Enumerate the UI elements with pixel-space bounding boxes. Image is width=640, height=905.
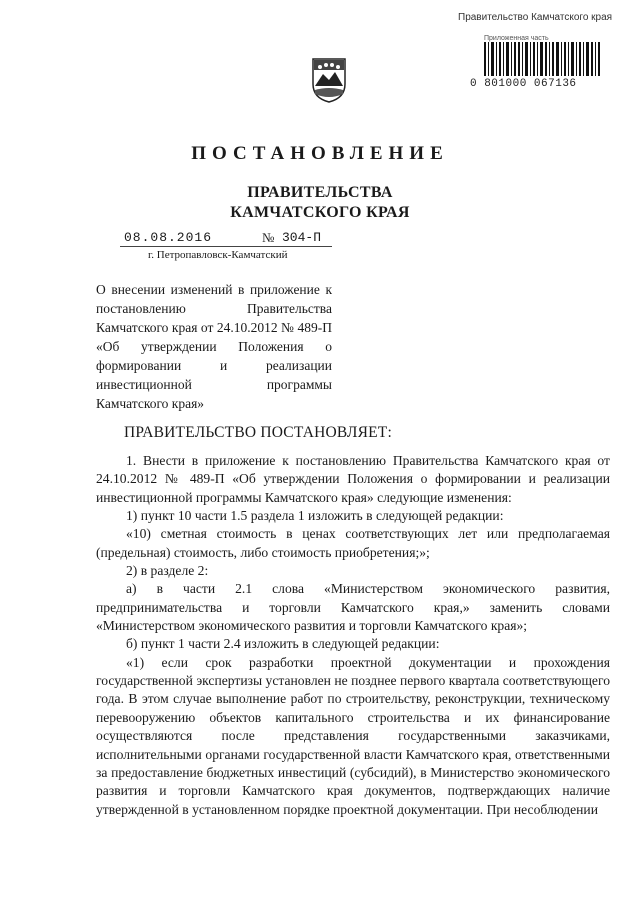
document-city: г. Петропавловск-Камчатский bbox=[148, 249, 288, 261]
paragraph: «1) если срок разработки проектной документации и прохождения государственной экспертизы установлен не позднее первого квартала соответствующего года. В этом случае выполнение работ по строительству, реконструкции, техническому перевооружению объектов капитального строительства и их финансирование осуществляются после представления государственными заказчиками, исполнительными органами государственной власти Камчатского края, ответственными за предоставление бюджетных инвестиций (субсидий), в Министерство экономического развития и торговли Камчатского края документов, подтверждающих наличие утвержденной в установленном порядке проектной документации. При несоблюдении bbox=[96, 654, 610, 817]
number-label: № bbox=[262, 230, 275, 245]
barcode-stamp bbox=[470, 35, 605, 90]
barcode-caption: Приложенная часть bbox=[484, 35, 549, 42]
barcode-icon bbox=[470, 42, 605, 78]
paragraph: 2) в разделе 2: bbox=[126, 563, 209, 579]
date-number-line bbox=[124, 230, 334, 248]
document-body bbox=[96, 452, 610, 819]
date-underline bbox=[120, 246, 332, 247]
paragraph: 1) пункт 10 части 1.5 раздела 1 изложить в следующей редакции: bbox=[126, 508, 504, 524]
stamp-organization: Правительство Камчатского края bbox=[458, 12, 613, 23]
document-subject bbox=[96, 280, 332, 413]
paragraph: «10) сметная стоимость в ценах соответствующих лет или предполагаемая (предельная) стоимость, либо стоимость приобретения;»; bbox=[96, 526, 610, 560]
kamchatka-coat-of-arms-icon bbox=[310, 56, 348, 104]
decree-heading: ПРАВИТЕЛЬСТВО ПОСТАНОВЛЯЕТ: bbox=[124, 424, 392, 441]
org-name-line1: ПРАВИТЕЛЬСТВА bbox=[247, 184, 393, 201]
org-name-line2: КАМЧАТСКОГО КРАЯ bbox=[230, 204, 410, 221]
subject-text: О внесении изменений в приложение к постановлению Правительства Камчатского края от 24.10.2012 № 489-П «Об утверждении Положения о формировании и реализации инвестиционной программы Камчатского края» bbox=[96, 282, 332, 411]
paragraph: 1. Внести в приложение к постановлению Правительства Камчатского края от 24.10.2012 № 489-П «Об утверждении Положения о формировании и реализации инвестиционной программы Камчатского края» следующие изменения: bbox=[96, 453, 610, 505]
paragraph: а) в части 2.1 слова «Министерством экономического развития, предпринимательства и торговли Камчатского края,» заменить словами «Министерством экономического развития и торговли Камчатского края»; bbox=[96, 581, 610, 634]
document-date: 08.08.2016 bbox=[124, 230, 213, 245]
document-number: 304-П bbox=[282, 230, 322, 245]
barcode-number: 0 801000 067136 bbox=[470, 78, 577, 90]
paragraph: б) пункт 1 части 2.4 изложить в следующей редакции: bbox=[126, 636, 440, 652]
document-title: ПОСТАНОВЛЕНИЕ bbox=[191, 143, 449, 164]
